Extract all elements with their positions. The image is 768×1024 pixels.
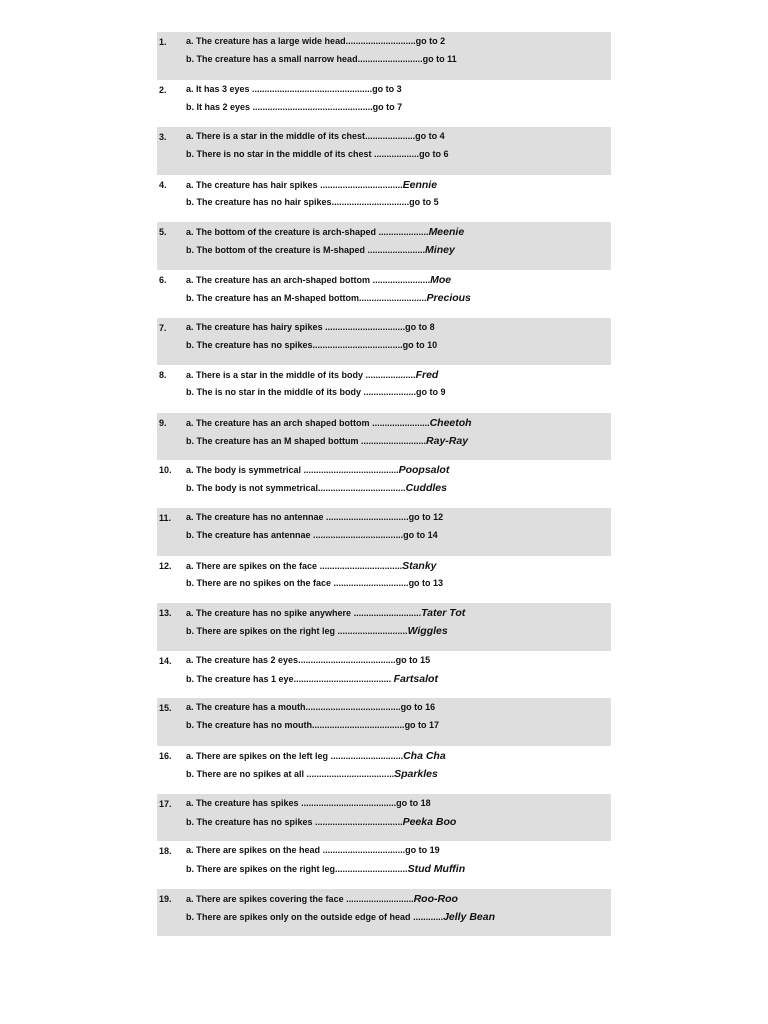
creature-name: Cha Cha: [403, 749, 446, 762]
choice-b: [186, 530, 438, 540]
leader-dots: ...................................: [318, 483, 406, 494]
choice-text: a. There is a star in the middle of its chest: [186, 131, 366, 142]
choice-a: [186, 84, 402, 94]
leader-dots: .......................................: [298, 654, 396, 665]
creature-name: Cheetoh: [429, 416, 472, 429]
key-entry: [157, 318, 611, 366]
choice-b: [186, 673, 438, 685]
entry-number: 17.: [159, 798, 172, 809]
choice-a: [186, 893, 458, 905]
key-entry: [157, 270, 611, 318]
creature-name: Stanky: [402, 559, 437, 572]
choice-a: [186, 845, 440, 855]
entry-number: 19.: [159, 893, 172, 904]
goto-reference: go to 9: [416, 387, 446, 398]
creature-name: Poopsalot: [398, 464, 450, 477]
creature-name: Jelly Bean: [443, 910, 496, 923]
choice-a: [186, 655, 430, 665]
choice-a: [186, 417, 472, 429]
choice-text: a. The creature has a large wide head: [186, 36, 346, 46]
choice-text: b. The creature has no spikes: [186, 816, 316, 827]
goto-reference: go to 16: [400, 702, 436, 713]
leader-dots: ................................................: [252, 83, 373, 94]
goto-reference: go to 12: [408, 511, 444, 522]
key-entry: [157, 746, 611, 794]
choice-b: [186, 720, 439, 730]
entry-number: 6.: [159, 274, 167, 285]
choice-b: [186, 197, 439, 207]
creature-name: Meenie: [428, 226, 465, 239]
choice-a: [186, 464, 449, 476]
key-entry: [157, 603, 611, 651]
leader-dots: ......................................: [305, 702, 401, 713]
goto-reference: go to 11: [422, 54, 457, 64]
leader-dots: ......................................: [303, 465, 399, 476]
key-entry: [157, 80, 611, 128]
leader-dots: ...........................: [359, 292, 427, 303]
choice-text: b. The creature has no hair spikes: [186, 196, 332, 207]
choice-b: [186, 292, 471, 304]
entry-number: 10.: [159, 465, 172, 476]
choice-b: [186, 482, 447, 494]
creature-name: Roo-Roo: [413, 892, 458, 905]
entry-number: 2.: [159, 84, 167, 95]
goto-reference: go to 2: [415, 36, 446, 46]
entry-number: 9.: [159, 417, 167, 428]
leader-dots: ...........................: [353, 608, 422, 619]
goto-reference: go to 7: [372, 101, 403, 112]
key-entry: [157, 175, 611, 223]
choice-b: [186, 54, 457, 64]
creature-name: Stud Muffin: [407, 863, 466, 876]
goto-reference: go to 5: [409, 196, 439, 207]
entry-number: 3.: [159, 132, 167, 143]
key-entry: [157, 222, 611, 270]
goto-reference: go to 3: [372, 83, 402, 94]
choice-text: b. There are no spikes at all: [186, 768, 307, 779]
leader-dots: ................................................: [252, 101, 373, 112]
leader-dots: .......................: [372, 274, 431, 285]
goto-reference: go to 15: [395, 654, 431, 665]
key-entry: [157, 365, 611, 413]
choice-b: [186, 625, 448, 637]
key-entry: [157, 794, 611, 842]
choice-text: b. There is no star in the middle of its chest: [186, 149, 375, 160]
entry-number: 15.: [159, 703, 172, 714]
choice-b: [186, 149, 449, 159]
key-entry: [157, 413, 611, 461]
choice-text: b. There are spikes only on the outside edge of head: [186, 911, 414, 922]
leader-dots: ....................................: [313, 529, 404, 540]
leader-dots: ..............................: [333, 577, 409, 588]
choice-a: [186, 369, 438, 381]
choice-text: b. The creature has antennae: [186, 529, 314, 540]
creature-name: Eennie: [402, 178, 438, 191]
choice-text: a. There are spikes on the left leg: [186, 750, 331, 761]
creature-name: Moe: [430, 273, 452, 286]
choice-text: a. The creature has hair spikes: [186, 179, 321, 190]
choice-text: a. The body is symmetrical: [186, 465, 304, 476]
creature-name: Ray-Ray: [426, 434, 469, 447]
choice-b: [186, 102, 402, 112]
entry-number: 11.: [159, 512, 172, 523]
leader-dots: .................................: [320, 179, 403, 190]
key-entry: [157, 841, 611, 889]
choice-a: [186, 179, 437, 191]
choice-text: a. There are spikes on the head: [186, 845, 323, 856]
choice-a: [186, 131, 445, 141]
entry-number: 12.: [159, 560, 172, 571]
leader-dots: ...........................: [346, 893, 414, 904]
entry-number: 7.: [159, 322, 167, 333]
choice-b: [186, 578, 443, 588]
choice-text: a. The creature has spikes: [186, 797, 302, 808]
goto-reference: go to 10: [402, 339, 438, 350]
choice-b: [186, 768, 438, 780]
leader-dots: ...............................: [331, 196, 410, 207]
leader-dots: .......................: [367, 245, 426, 256]
key-entry: [157, 127, 611, 175]
leader-dots: ............................: [345, 36, 416, 46]
leader-dots: ............: [413, 911, 444, 922]
leader-dots: ..........................: [361, 435, 427, 446]
leader-dots: .....................: [363, 387, 417, 398]
goto-reference: go to 8: [405, 321, 435, 332]
creature-name: Peeka Boo: [402, 815, 457, 828]
choice-a: [186, 607, 465, 619]
creature-name: Miney: [425, 244, 455, 257]
key-entry: [157, 698, 611, 746]
choice-text: b. The body is not symmetrical: [186, 483, 319, 494]
choice-text: a. The creature has a mouth: [186, 702, 306, 713]
leader-dots: .................................: [322, 845, 406, 856]
key-entry: [157, 556, 611, 604]
entry-number: 16.: [159, 750, 172, 761]
creature-name: Sparkles: [394, 767, 438, 780]
choice-text: b. The is no star in the middle of its body: [186, 387, 364, 398]
choice-text: b. The creature has an M shaped bottum: [186, 435, 362, 446]
choice-a: [186, 512, 443, 522]
key-entry: [157, 460, 611, 508]
entry-number: 4.: [159, 179, 167, 190]
leader-dots: ............................: [337, 626, 408, 637]
choice-text: a. There are spikes on the face: [186, 560, 320, 571]
choice-text: a. The creature has no antennae: [186, 511, 327, 522]
goto-reference: go to 18: [396, 797, 431, 808]
leader-dots: ...................................: [315, 816, 403, 827]
creature-name: Precious: [426, 291, 471, 304]
creature-name: Fred: [415, 369, 439, 382]
choice-b: [186, 911, 495, 923]
leader-dots: .............................: [330, 750, 404, 761]
leader-dots: ..........................: [357, 54, 423, 64]
leader-dots: .................................: [326, 511, 409, 522]
goto-reference: go to 19: [405, 845, 440, 856]
goto-reference: go to 6: [419, 149, 449, 160]
choice-a: [186, 226, 464, 238]
choice-text: b. It has 2 eyes: [186, 101, 253, 112]
choice-text: a. There is a star in the middle of its body: [186, 370, 366, 381]
leader-dots: .................................: [319, 560, 403, 571]
goto-reference: go to 4: [415, 131, 445, 142]
leader-dots: ................................: [325, 321, 406, 332]
choice-text: a. The creature has an arch shaped bottom: [186, 417, 373, 428]
leader-dots: ....................................: [312, 339, 403, 350]
choice-b: [186, 435, 468, 447]
choice-text: a. The creature has hairy spikes: [186, 321, 326, 332]
key-entry: [157, 889, 611, 937]
goto-reference: go to 13: [408, 577, 444, 588]
choice-text: a. The bottom of the creature is arch-shaped: [186, 227, 379, 238]
leader-dots: ....................: [365, 370, 416, 381]
entry-number: 14.: [159, 655, 172, 666]
choice-a: [186, 322, 435, 332]
goto-reference: go to 14: [403, 529, 438, 540]
leader-dots: .....................................: [312, 720, 405, 731]
choice-text: b. There are spikes on the right leg: [186, 864, 336, 875]
creature-name: Tater Tot: [421, 607, 466, 620]
entry-number: 18.: [159, 846, 172, 857]
choice-b: [186, 244, 455, 256]
choice-text: a. The creature has 2 eyes: [186, 654, 299, 665]
leader-dots: ..................: [374, 149, 420, 160]
choice-text: b. There are spikes on the right leg: [186, 626, 338, 637]
key-entry: [157, 651, 611, 699]
creature-name: Cuddles: [405, 482, 447, 495]
key-entry: [157, 508, 611, 556]
choice-text: a. The creature has an arch-shaped bottom: [186, 274, 373, 285]
choice-text: b. The creature has no mouth: [186, 720, 313, 731]
choice-a: [186, 36, 445, 46]
choice-a: [186, 274, 451, 286]
choice-text: b. The creature has a small narrow head: [186, 54, 358, 64]
leader-dots: .............................: [335, 864, 408, 875]
leader-dots: .......................: [372, 417, 430, 428]
goto-reference: go to 17: [404, 720, 440, 731]
entry-number: 8.: [159, 370, 167, 381]
choice-text: a. The creature has no spike anywhere: [186, 608, 354, 619]
leader-dots: ...................................: [306, 768, 395, 779]
choice-b: [186, 387, 446, 397]
choice-a: [186, 798, 431, 808]
choice-a: [186, 702, 435, 712]
key-entry: [157, 32, 611, 80]
choice-a: [186, 560, 437, 572]
entry-number: 13.: [159, 608, 172, 619]
dichotomous-key: [157, 32, 611, 936]
choice-text: b. The creature has an M-shaped bottom: [186, 292, 360, 303]
choice-text: a. It has 3 eyes: [186, 83, 253, 94]
choice-text: b. There are no spikes on the face: [186, 577, 334, 588]
choice-b: [186, 816, 456, 828]
choice-a: [186, 750, 446, 762]
choice-text: b. The bottom of the creature is M-shaped: [186, 245, 368, 256]
choice-b: [186, 340, 437, 350]
leader-dots: ....................: [378, 227, 429, 238]
entry-number: 5.: [159, 227, 167, 238]
leader-dots: .......................................: [293, 673, 394, 684]
choice-text: b. The creature has 1 eye: [186, 673, 294, 684]
choice-text: a. There are spikes covering the face: [186, 893, 347, 904]
leader-dots: ....................: [365, 131, 416, 142]
entry-number: 1.: [159, 37, 167, 47]
choice-b: [186, 863, 465, 875]
choice-text: b. The creature has no spikes: [186, 339, 313, 350]
creature-name: Fartsalot: [393, 672, 438, 685]
leader-dots: ......................................: [301, 797, 397, 808]
creature-name: Wiggles: [407, 625, 448, 638]
